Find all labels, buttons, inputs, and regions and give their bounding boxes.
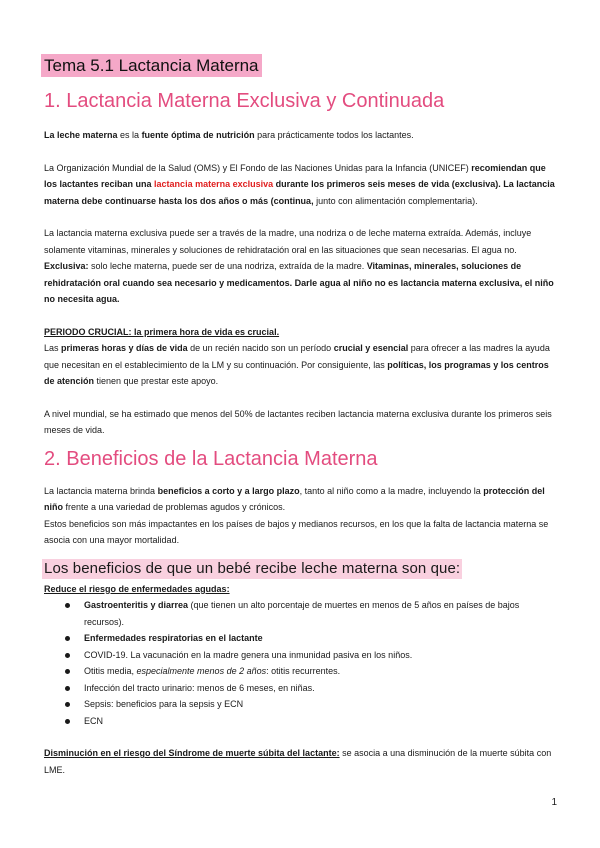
paragraph-nivel-mundial: A nivel mundial, se ha estimado que menos del 50% de lactantes reciben lactancia materna exclusiva durante los primeros seis meses de vida. — [44, 408, 552, 435]
list-item: COVID-19. La vacunación en la madre genera una inmunidad pasiva en los niños. — [84, 647, 556, 664]
list-item: Infección del tracto urinario: menos de 6 meses, en niñas. — [84, 680, 556, 697]
list-item: Sepsis: beneficios para la sepsis y ECN — [84, 696, 556, 713]
paragraph-oms-unicef: La Organización Mundial de la Salud (OMS) y El Fondo de las Naciones Unidas para la Infancia (UNICEF) recomiendan que los lactantes reciban una lactancia materna exclusiva durante los primeros seis meses de vida (exclusiva). La lactancia materna debe continuarse hasta los dos años o más (continua, junto con alimentación complementaria). — [44, 162, 555, 206]
section-1-heading: 1. Lactancia Materna Exclusiva y Continuada — [44, 90, 445, 112]
paragraph-leche-materna: La leche materna es la fuente óptima de nutrición para prácticamente todos los lactantes. — [44, 130, 414, 140]
document-title: Tema 5.1 Lactancia Materna — [41, 54, 262, 77]
paragraph-muerte-subita: Disminución en el riesgo del Síndrome de muerte súbita del lactante: se asocia a una disminución de la muerte súbita con LME. — [44, 748, 552, 775]
paragraph-exclusiva: La lactancia materna exclusiva puede ser a través de la madre, una nodriza o de leche materna extraída. Además, incluye solamente vitaminas, minerales y soluciones de rehidratación oral en las situaciones que sean necesarias. El agua no. Exclusiva: solo leche materna, puede ser de una nodriza, extraída de la madre. Vitaminas, minerales, soluciones de rehidratación oral cuando sea necesario y medicamentos. Darle agua al niño no es lactancia materna exclusiva, el niño no necesita agua. — [44, 228, 554, 304]
paragraph-beneficios: La lactancia materna brinda beneficios a corto y a largo plazo, tanto al niño como a la madre, incluyendo la protección del niño frente a una variedad de problemas agudos y crónicos. — [44, 485, 545, 512]
page-number: 1 — [551, 797, 557, 808]
paragraph-periodo-crucial: Las primeras horas y días de vida de un recién nacido son un período crucial y esencial para ofrecer a las madres la ayuda que necesitan en el establecimiento de la LM y su continuación. Por consiguiente, las políticas, los programas y los centros de atención tienen que prestar este apoyo. — [44, 343, 550, 386]
list-item: Enfermedades respiratorias en el lactante — [84, 630, 556, 647]
subsection-heading: Los beneficios de que un bebé recibe leche materna son que: — [44, 559, 461, 577]
list-heading: Reduce el riesgo de enfermedades agudas: — [44, 583, 230, 594]
list-item: ECN — [84, 713, 556, 730]
list-item: Gastroenteritis y diarrea (que tienen un alto porcentaje de muertes en menos de 5 años en países de bajos recursos). — [84, 597, 556, 630]
paragraph-paises: Estos beneficios son más impactantes en los países de bajos y medianos recursos, en los que la falta de lactancia materna se asocia con una mayor mortalidad. — [44, 518, 549, 545]
periodo-crucial-heading: PERIODO CRUCIAL: la primera hora de vida es crucial. — [44, 326, 280, 337]
section-2-heading: 2. Beneficios de la Lactancia Materna — [44, 447, 378, 470]
benefits-list — [44, 597, 556, 729]
list-item: Otitis media, especialmente menos de 2 años: otitis recurrentes. — [84, 663, 556, 680]
